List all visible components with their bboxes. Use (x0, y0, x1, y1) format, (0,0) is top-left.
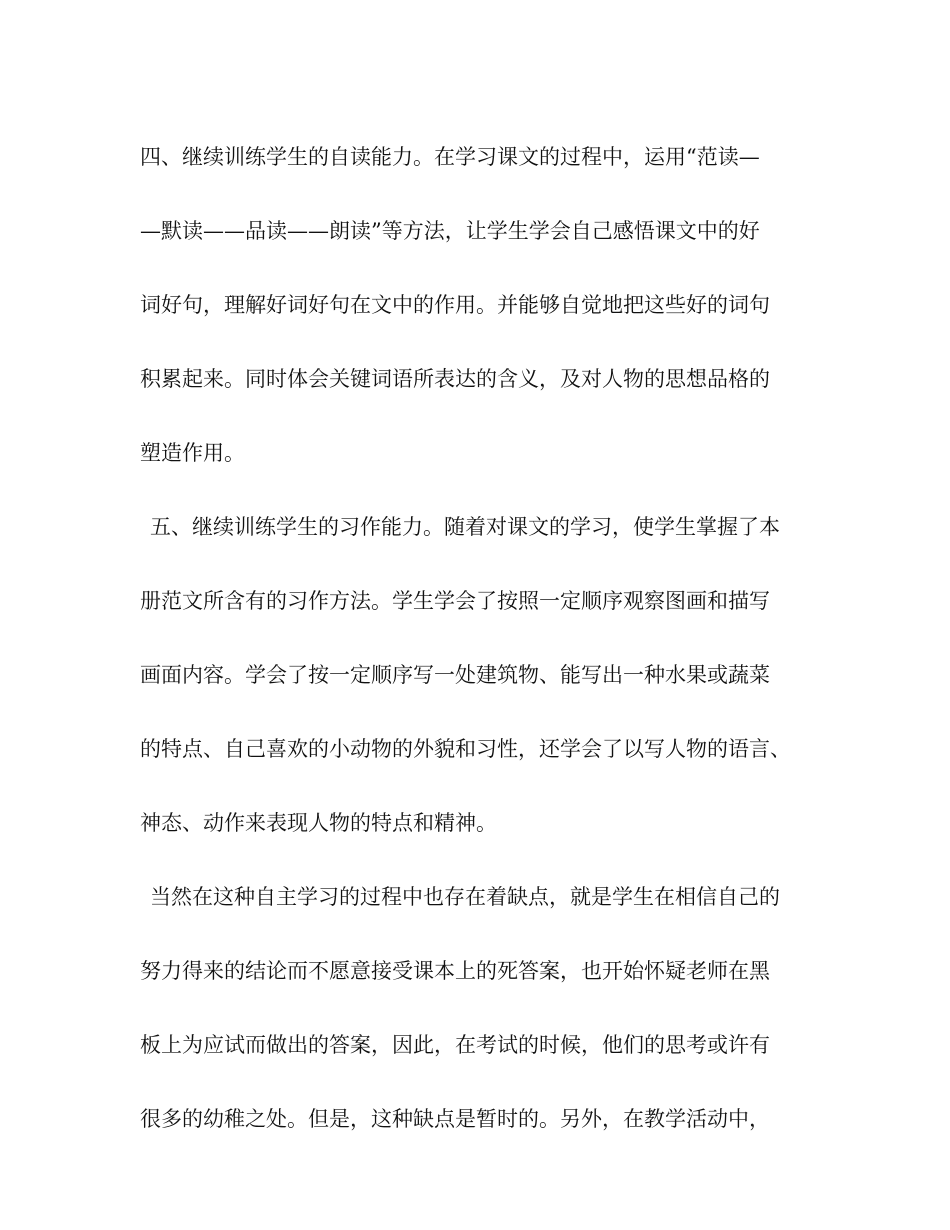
text-line-9: 的特点、自己喜欢的小动物的外貌和习性，还学会了以写人物的语言、 (140, 737, 791, 761)
text-line-4: 积累起来。同时体会关键词语所表达的含义，及对人物的思想品格的 (140, 367, 770, 391)
text-line-1: 四、继续训练学生的自读能力。在学习课文的过程中，运用“范读— (140, 145, 760, 169)
text-line-6: 五、继续训练学生的习作能力。随着对课文的学习，使学生掌握了本 (150, 515, 780, 539)
text-line-2: —默读——品读——朗读”等方法，让学生学会自己感悟课文中的好 (140, 219, 760, 243)
text-line-11: 当然在这种自主学习的过程中也存在着缺点，就是学生在相信自己的 (150, 885, 780, 909)
text-line-8: 画面内容。学会了按一定顺序写一处建筑物、能写出一种水果或蔬菜 (140, 663, 770, 687)
text-line-7: 册范文所含有的习作方法。学生学会了按照一定顺序观察图画和描写 (140, 589, 770, 613)
text-line-10: 神态、动作来表现人物的特点和精神。 (140, 811, 497, 835)
text-line-14: 很多的幼稚之处。但是，这种缺点是暂时的。另外，在教学活动中， (140, 1107, 770, 1131)
text-line-3: 词好句，理解好词好句在文中的作用。并能够自觉地把这些好的词句 (140, 293, 770, 317)
text-line-12: 努力得来的结论而不愿意接受课本上的死答案，也开始怀疑老师在黑 (140, 959, 770, 983)
text-line-5: 塑造作用。 (140, 441, 245, 465)
text-line-13: 板上为应试而做出的答案，因此，在考试的时候，他们的思考或许有 (140, 1033, 770, 1057)
document-body (140, 120, 810, 1156)
